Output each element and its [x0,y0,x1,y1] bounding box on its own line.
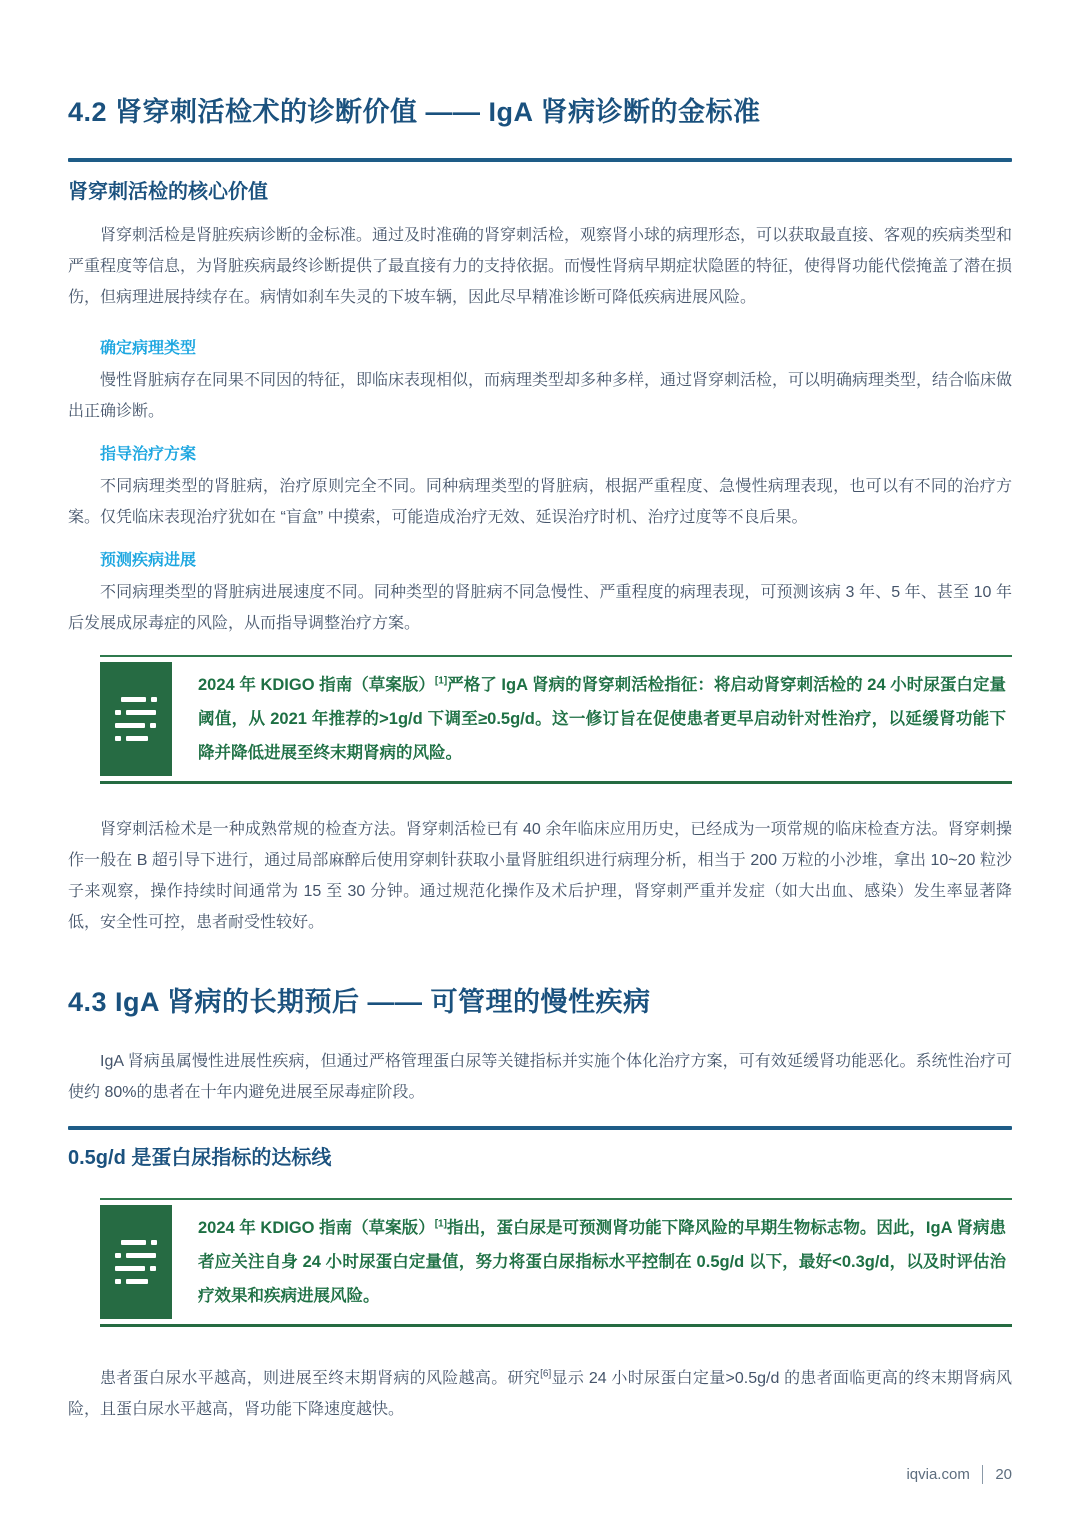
callout-text-segment: 2024 年 KDIGO 指南（草案版） [198,1219,435,1237]
subsection-title-proteinuria-target: 0.5g/d 是蛋白尿指标的达标线 [68,1147,332,1169]
point-body-treatment-guidance: 不同病理类型的肾脏病，治疗原则完全不同。同种病理类型的肾脏病，根据严重程度、急慢性病理表现，也可以有不同的治疗方案。仅凭临床表现治疗犹如在 “盲盒” 中摸索，可能造成治疗无效、延误治疗时机、治疗过度等不良后果。 [68,478,1012,526]
callout-text-biopsy-indication [172,662,1012,776]
callout-text-proteinuria-biomarker [172,1205,1012,1319]
kdigo-guideline-callout-2 [100,1198,1012,1327]
footer-divider [982,1465,984,1484]
section-divider-rule [68,1126,1012,1130]
point-heading-disease-prediction: 预测疾病进展 [100,552,197,569]
kdigo-guideline-callout-1 [100,655,1012,784]
footnote-ref-1: [1] [434,1218,447,1230]
paragraph-long-term-prognosis: IgA 肾病虽属慢性进展性疾病，但通过严格管理蛋白尿等关键指标并实施个体化治疗方案，可有效延缓肾功能恶化。系统性治疗可使约 80%的患者在十年内避免进展至尿毒症阶段。 [68,1053,1012,1101]
paragraph-text-segment: 显示 24 小时尿蛋白定量>0.5g/d 的患者面临更高的终末期肾病风险，且蛋白尿水平越高，肾功能下降速度越快。 [68,1370,1012,1418]
section-divider-rule [68,158,1012,162]
list-lines-icon [100,662,172,776]
footer-site-link[interactable]: iqvia.com [906,1466,970,1483]
callout-text-segment: 2024 年 KDIGO 指南（草案版） [198,676,435,694]
section-4-3-title: 4.3 IgA 肾病的长期预后 —— 可管理的慢性疾病 [68,987,651,1017]
page-footer [906,1465,1012,1484]
point-heading-treatment-guidance: 指导治疗方案 [100,446,197,463]
paragraph-text-segment: 患者蛋白尿水平越高，则进展至终末期肾病的风险越高。研究 [100,1370,541,1387]
footnote-ref-1: [1] [434,675,448,687]
footnote-ref-6: [6] [540,1368,552,1380]
list-lines-icon [100,1205,172,1319]
paragraph-biopsy-procedure-safety: 肾穿刺活检术是一种成熟常规的检查方法。肾穿刺活检已有 40 余年临床应用历史，已经成为一项常规的临床检查方法。肾穿刺操作一般在 B 超引导下进行，通过局部麻醉后使用穿刺针获取小量肾脏组织进行病理分析，相当于 200 万粒的小沙堆，拿出 10~20 粒沙子来观察，操作持续时间通常为 15 至 30 分钟。通过规范化操作及术后护理，肾穿刺严重并发症（如大出血、感染）发生率显著降低，安全性可控，患者耐受性较好。 [68,821,1012,931]
page-number: 20 [995,1466,1012,1483]
subsection-title-core-value: 肾穿刺活检的核心价值 [68,181,268,203]
paragraph-biopsy-gold-standard: 肾穿刺活检是肾脏疾病诊断的金标准。通过及时准确的肾穿刺活检，观察肾小球的病理形态，可以获取最直接、客观的疾病类型和严重程度等信息，为肾脏疾病最终诊断提供了最直接有力的支持依据。而慢性肾病早期症状隐匿的特征，使得肾功能代偿掩盖了潜在损伤，但病理进展持续存在。病情如刹车失灵的下坡车辆，因此尽早精准诊断可降低疾病进展风险。 [68,227,1013,306]
paragraph-proteinuria-risk [68,1363,1012,1425]
point-body-pathology-type: 慢性肾脏病存在同果不同因的特征，即临床表现相似，而病理类型却多种多样，通过肾穿刺活检，可以明确病理类型，结合临床做出正确诊断。 [68,372,1013,420]
callout-text-segment: 指出，蛋白尿是可预测肾功能下降风险的早期生物标志物。因此，IgA 肾病患者应关注自身 24 小时尿蛋白定量值，努力将蛋白尿指标水平控制在 0.5g/d 以下，最好<0.3g/d，以及时评估治疗效果和疾病进展风险。 [198,1219,1006,1305]
point-body-disease-prediction: 不同病理类型的肾脏病进展速度不同。同种类型的肾脏病不同急慢性、严重程度的病理表现，可预测该病 3 年、5 年、甚至 10 年后发展成尿毒症的风险，从而指导调整治疗方案。 [68,584,1012,632]
section-4-2-title: 4.2 肾穿刺活检术的诊断价值 —— IgA 肾病诊断的金标准 [68,97,761,127]
callout-text-segment: 严格了 IgA 肾病的肾穿刺活检指征：将启动肾穿刺活检的 24 小时尿蛋白定量阈值，从 2021 年推荐的>1g/d 下调至≥0.5g/d。这一修订旨在促使患者更早启动针对性治疗，以延缓肾功能下降并降低进展至终末期肾病的风险。 [198,676,1006,762]
point-heading-pathology-type: 确定病理类型 [100,340,197,357]
